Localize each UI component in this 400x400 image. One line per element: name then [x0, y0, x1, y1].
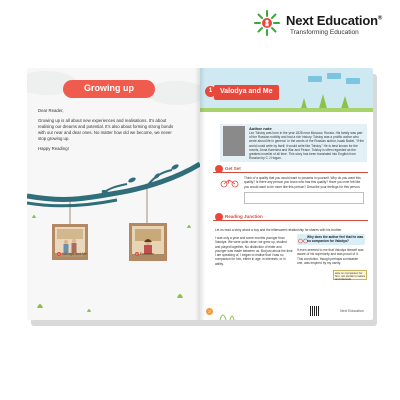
brand-tagline: Transforming Education	[290, 29, 359, 36]
brand-logo	[252, 8, 392, 42]
signoff: Happy Reading!	[38, 146, 69, 151]
bicycle-icon	[220, 178, 240, 188]
answer-box[interactable]	[244, 192, 364, 204]
book-spine	[195, 68, 205, 320]
chapter-title: Growing up	[84, 83, 134, 93]
greeting: Dear Reader,	[38, 108, 64, 113]
reading-junction-heading: Reading Junction	[225, 214, 263, 219]
reading-junction-divider	[213, 220, 368, 221]
reading-intro: Let us read a story about a boy and the bittersweet relationship he shares with his brother.	[215, 228, 343, 232]
get-set-icon	[215, 165, 223, 173]
textbook-spread	[27, 68, 373, 320]
author-portrait	[223, 126, 245, 156]
footer-brand: Next Education	[340, 309, 364, 313]
reading-junction-icon	[215, 213, 223, 221]
grass-decoration	[200, 300, 373, 320]
right-page	[200, 68, 373, 320]
reading-text-column-1: I was only a year and some months younger than Valodya. We were quite close; we grew up, studied and played together. No distinction of elder and younger was made between us. But just about the time I am speaking of, I began to realise that I was no companion for him, either in age, in interests, or in ability.	[215, 236, 293, 266]
tree-branch-illustration	[27, 68, 200, 320]
caption-2: 2 Freedom	[136, 252, 154, 256]
lesson-title: Valodya and Me	[220, 88, 273, 95]
lesson-number-badge: 1	[205, 86, 216, 97]
author-note-heading: Author note	[249, 126, 272, 131]
question-text: Why does the author feel that he was no companion for Valodya?	[307, 235, 364, 243]
get-set-text: Think of a quality that you would want to possess in yourself. Why do you want this quality? Is there any person you know who has this quality? Have you ever felt like you would want to be more like this person? Describe your feelings for this person.	[244, 176, 361, 189]
page-number: 2	[206, 308, 213, 315]
author-note-text: Leo Tolstoy was born in the year 1828 near Moscow, Russia. His family was part of the Russian nobility and had a rich history. Tolstoy was a prolific author who wrote about life in general. In the words of the Russian author, Isaak Babel, “If the world could write by itself, it would write like Tolstoy.” He is best known for the novels, Anna Karenina and War and Peace. Tolstoy is often regarded as the greatest novelist of all time. This story has been translated into English from Russian by C J Hogan.	[249, 131, 364, 161]
next-education-logo-icon	[252, 8, 282, 38]
left-page	[27, 68, 200, 320]
intro-body: Growing up is all about new experiences and realisations. It’s about realising our dreams and potential. It’s also about forming strong bonds with our near and dear ones. No matter how old we become, we never stop growing up.	[38, 118, 174, 141]
brand-name: Next Education®	[286, 13, 383, 28]
vocabulary-note: was no companion for him: not similar in tastes and interests	[335, 271, 365, 282]
reading-text-column-2: It even seemed to me that Valodya himself was aware of his superiority and was proud of it. This conviction, though perhaps a mistaken one, was inspired by my vanity.	[297, 248, 364, 265]
get-set-divider	[213, 172, 368, 173]
get-set-heading: Get Set	[225, 166, 241, 171]
caption-1: 1 Valodya and Me	[58, 252, 88, 256]
